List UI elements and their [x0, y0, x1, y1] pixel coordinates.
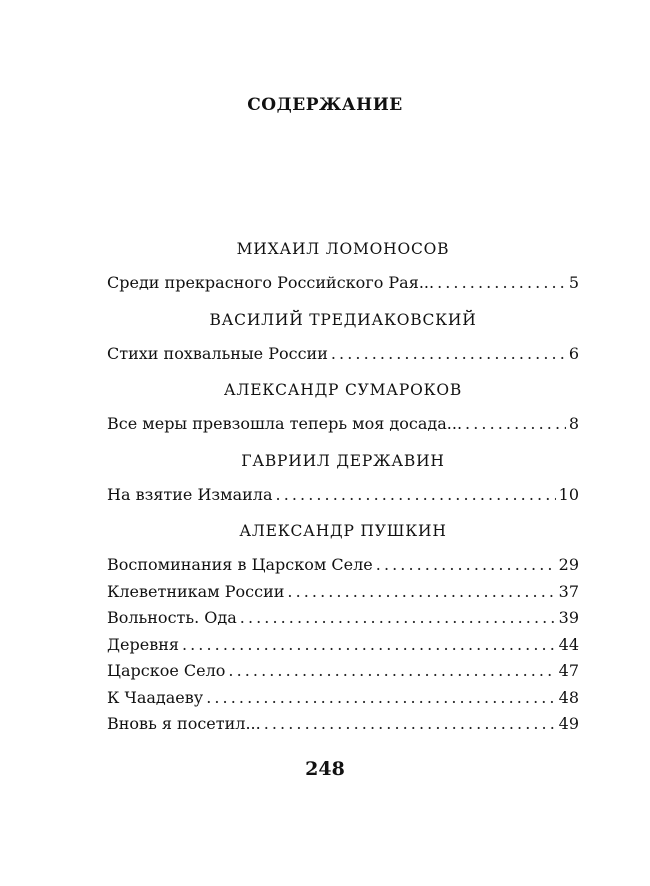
page-title: СОДЕРЖАНИЕ	[247, 95, 403, 115]
toc-entry	[107, 270, 579, 297]
entry-title: Вольность. Ода	[107, 608, 237, 627]
entry-title: Царское Село	[107, 661, 226, 680]
entry-page-number: 48	[558, 687, 579, 707]
toc-entry	[107, 482, 579, 509]
toc-section	[107, 518, 579, 738]
entry-title: Вновь я посетил...	[107, 714, 261, 733]
toc-entry	[107, 658, 579, 685]
entry-title: Деревня	[107, 634, 179, 654]
entry-page-number: 29	[558, 555, 579, 574]
entry-title: На взятие Измаила	[107, 484, 273, 504]
entry-title: Среди прекрасного Российского Рая...	[107, 273, 435, 292]
entry-page-number: 47	[558, 661, 579, 680]
dot-leader	[228, 658, 555, 685]
toc-entry	[107, 685, 579, 712]
toc-section	[107, 236, 579, 297]
entry-title: Все меры превзошла теперь моя досада...	[107, 414, 463, 433]
toc-entry	[107, 552, 579, 579]
author-heading: ГАВРИИЛ ДЕРЖАВИН	[241, 451, 445, 470]
entry-title: Клеветникам России	[107, 581, 285, 601]
table-of-contents	[107, 236, 579, 738]
entry-page-number: 10	[558, 484, 579, 504]
entry-title: Воспоминания в Царском Селе	[107, 555, 373, 574]
dot-leader	[206, 685, 555, 712]
entry-page-number: 37	[558, 581, 579, 601]
toc-section	[107, 448, 579, 509]
dot-leader	[264, 711, 556, 738]
toc-entry	[107, 632, 579, 659]
dot-leader	[240, 605, 556, 632]
toc-entry	[107, 579, 579, 606]
toc-entry	[107, 341, 579, 368]
dot-leader	[331, 341, 566, 368]
entry-page-number: 6	[568, 343, 579, 363]
toc-section	[107, 377, 579, 438]
toc-entry	[107, 605, 579, 632]
entry-title: К Чаадаеву	[107, 687, 204, 707]
dot-leader	[465, 411, 566, 438]
dot-leader	[276, 482, 556, 509]
author-heading: ВАСИЛИЙ ТРЕДИАКОВСКИЙ	[209, 310, 477, 329]
dot-leader	[376, 552, 556, 579]
entry-page-number: 5	[568, 273, 579, 292]
entry-title: Стихи похвальные России	[107, 343, 328, 363]
entry-page-number: 39	[558, 608, 579, 627]
dot-leader	[182, 632, 556, 659]
toc-entry	[107, 411, 579, 438]
author-heading: АЛЕКСАНДР СУМАРОКОВ	[223, 381, 463, 399]
page-number: 248	[305, 758, 345, 780]
entry-page-number: 8	[568, 414, 579, 433]
entry-page-number: 49	[558, 714, 579, 733]
dot-leader	[437, 270, 566, 297]
dot-leader	[287, 579, 555, 606]
toc-section	[107, 307, 579, 368]
author-heading: АЛЕКСАНДР ПУШКИН	[239, 522, 447, 540]
author-heading: МИХАИЛ ЛОМОНОСОВ	[236, 240, 450, 258]
toc-entry	[107, 711, 579, 738]
entry-page-number: 44	[558, 634, 579, 654]
